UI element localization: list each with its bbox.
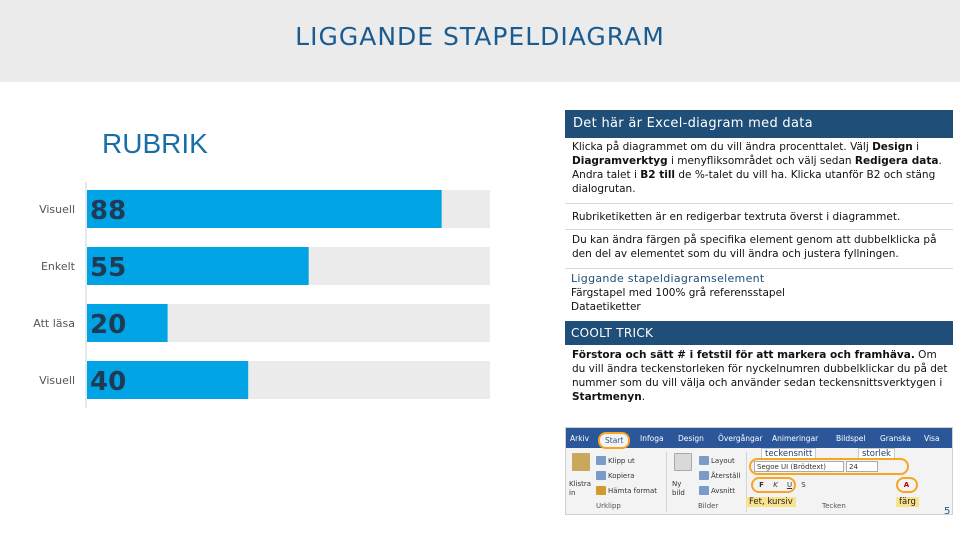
- reset-icon[interactable]: [699, 471, 709, 480]
- tab-start[interactable]: Start: [598, 432, 630, 449]
- color-tip-text: Du kan ändra färgen på specifika element genom att dubbelklicka på den del av elementet som du vill ändra och justera fyllningen.: [572, 234, 937, 260]
- category-label: Enkelt: [40, 260, 75, 273]
- tab-infoga[interactable]: Infoga: [640, 434, 664, 443]
- callout-color: färg: [896, 497, 919, 507]
- category-label: Visuell: [39, 203, 75, 216]
- trick-part: .: [641, 391, 646, 403]
- cut-icon[interactable]: [596, 456, 606, 465]
- paste-label[interactable]: Klistra in: [569, 480, 592, 497]
- new-slide-label[interactable]: Ny bild: [672, 480, 685, 497]
- group-slides: Bilder: [698, 502, 719, 510]
- trick-part: Om du vill ändra teckenstorleken för nyckelnumren dubbelklickar du på det nummer som du vill välja och använder sedan teckensnittsverktygen i: [572, 349, 948, 389]
- instruction-bold: Redigera data: [854, 155, 939, 167]
- font-highlight-oval: [749, 458, 909, 475]
- instruction-bold: Diagramverktyg: [572, 155, 668, 167]
- font-size-box[interactable]: 24: [846, 461, 878, 472]
- paste-icon[interactable]: [572, 453, 590, 471]
- color-highlight-oval: [896, 477, 918, 493]
- instruction-bold: B2 till: [640, 169, 676, 181]
- tab-animeringar[interactable]: Animeringar: [772, 434, 819, 443]
- instruction-part: . Andra talet i: [572, 155, 942, 181]
- format-painter-icon[interactable]: [596, 486, 606, 495]
- page-number: 5: [944, 506, 951, 517]
- strike-button[interactable]: S: [801, 481, 806, 489]
- elements-heading: Liggande stapeldiagramselement: [571, 272, 765, 285]
- section-label[interactable]: Avsnitt: [711, 487, 736, 495]
- trick-heading: COOLT TRICK: [565, 321, 953, 345]
- tab-arkiv[interactable]: Arkiv: [570, 434, 590, 443]
- new-slide-icon[interactable]: [674, 453, 692, 471]
- trick-bold: Förstora och sätt # i fetstil för att markera och framhäva.: [572, 349, 915, 361]
- callout-font: teckensnitt: [761, 448, 816, 460]
- instruction-part: Klicka på diagrammet om du vill ändra procenttalet. Välj: [572, 141, 873, 153]
- trick-bold: Startmenyn: [572, 391, 642, 403]
- tab-visa[interactable]: Visa: [924, 434, 940, 443]
- tab-bildspel[interactable]: Bildspel: [836, 434, 866, 443]
- panel-heading: Det här är Excel-diagram med data: [565, 110, 953, 138]
- copy-icon[interactable]: [596, 471, 606, 480]
- font-name-box[interactable]: Segoe UI (Brödtext): [754, 461, 844, 472]
- ribbon-tabbar: [566, 428, 953, 448]
- cut-label[interactable]: Klipp ut: [608, 457, 635, 465]
- data-label[interactable]: 20: [90, 310, 127, 340]
- divider: [565, 203, 953, 204]
- instruction-part: de %-talet du vill ha. Klicka utanför B2 och stäng dialogrutan.: [572, 169, 936, 195]
- element-item: Dataetiketter: [571, 301, 641, 313]
- group-font: Tecken: [822, 502, 846, 510]
- trick-text: [572, 348, 948, 404]
- tab-granska[interactable]: Granska: [880, 434, 911, 443]
- underline-button[interactable]: U: [786, 481, 793, 489]
- bold-button[interactable]: F: [759, 481, 764, 489]
- instruction-part: i: [912, 141, 920, 153]
- group-divider: [666, 452, 667, 512]
- elements-list: [571, 272, 947, 314]
- category-label: Visuell: [39, 374, 75, 387]
- chart-title[interactable]: RUBRIK: [102, 128, 208, 159]
- slide-title: LIGGANDE STAPELDIAGRAM: [295, 22, 665, 51]
- callout-size: storlek: [858, 448, 895, 460]
- category-label: Att läsa: [33, 317, 75, 330]
- section-icon[interactable]: [699, 486, 709, 495]
- callout-style: Fet, kursiv: [746, 497, 796, 507]
- ribbon-screenshot: [565, 427, 953, 515]
- data-label[interactable]: 40: [90, 367, 127, 397]
- tab-design[interactable]: Design: [678, 434, 704, 443]
- reset-label[interactable]: Återställ: [711, 472, 741, 480]
- layout-label[interactable]: Layout: [711, 457, 735, 465]
- font-color-icon[interactable]: A: [903, 481, 910, 489]
- element-item: Färgstapel med 100% grå referensstapel: [571, 287, 785, 299]
- instruction-bold: Design: [872, 141, 913, 153]
- instruction-part: i menyfliksområdet och välj sedan: [667, 155, 855, 167]
- divider: [565, 268, 953, 269]
- group-clipboard: Urklipp: [596, 502, 621, 510]
- italic-button[interactable]: K: [773, 481, 778, 489]
- data-label[interactable]: 88: [90, 196, 127, 226]
- bar-chart[interactable]: [0, 180, 520, 410]
- layout-icon[interactable]: [699, 456, 709, 465]
- divider: [565, 229, 953, 230]
- data-label[interactable]: 55: [90, 253, 127, 283]
- instruction-text: [572, 140, 948, 196]
- value-bar[interactable]: [87, 190, 442, 228]
- title-tip-text: Rubriketiketten är en redigerbar textruta överst i diagrammet.: [572, 211, 901, 223]
- style-highlight-oval: [751, 477, 796, 493]
- copy-label[interactable]: Kopiera: [608, 472, 635, 480]
- tab-overgangar[interactable]: Övergångar: [718, 434, 763, 443]
- format-painter-label[interactable]: Hämta format: [608, 487, 657, 495]
